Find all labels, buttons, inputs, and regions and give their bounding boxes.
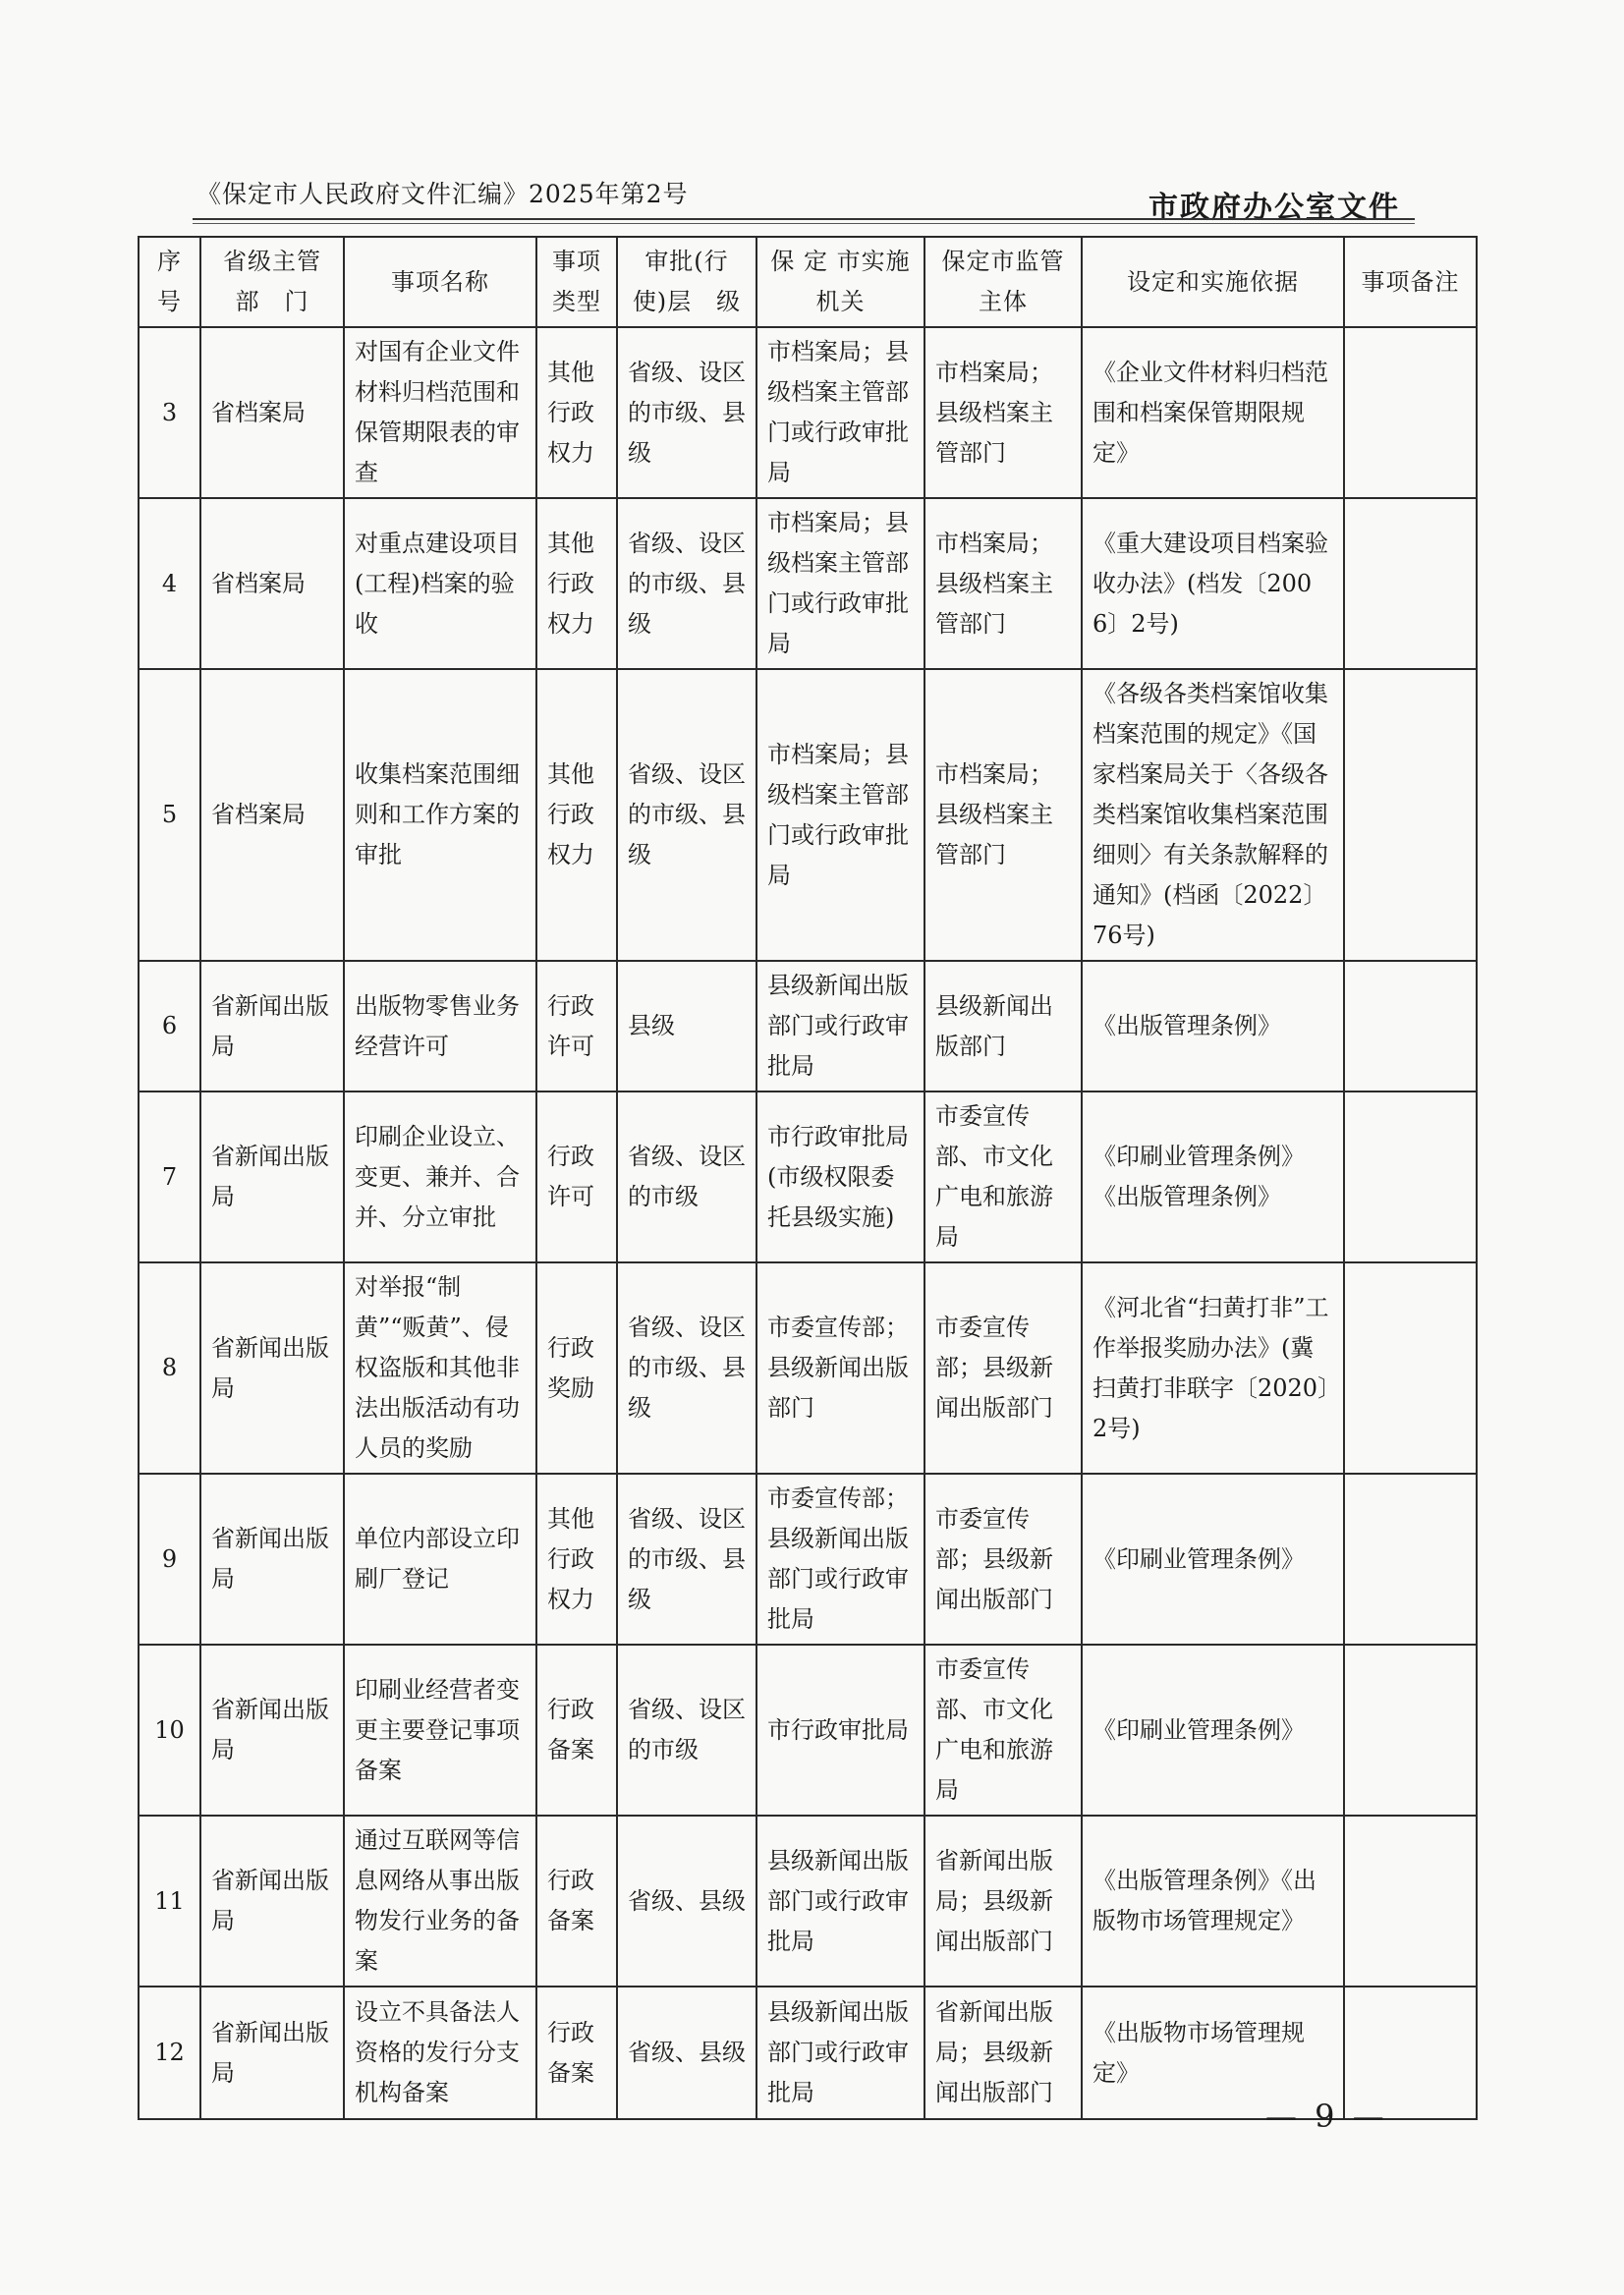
cell-dept: 省档案局 (200, 498, 344, 669)
column-header-dept: 省级主管部 门 (200, 237, 344, 327)
cell-no: 9 (139, 1474, 200, 1645)
cell-remark (1344, 498, 1477, 669)
cell-level: 省级、设区的市级 (617, 1645, 756, 1816)
cell-type: 行政备案 (536, 1987, 617, 2119)
cell-type: 其他行政权力 (536, 327, 617, 498)
cell-remark (1344, 669, 1477, 961)
cell-supervisor: 省新闻出版局；县级新闻出版部门 (924, 1987, 1082, 2119)
cell-name: 印刷业经营者变更主要登记事项备案 (344, 1645, 536, 1816)
cell-remark (1344, 961, 1477, 1092)
cell-dept: 省新闻出版局 (200, 1474, 344, 1645)
cell-basis: 《各级各类档案馆收集档案范围的规定》《国家档案局关于〈各级各类档案馆收集档案范围细则〉有关条款解释的通知》(档函〔2022〕76号) (1082, 669, 1344, 961)
cell-level: 省级、设区的市级 (617, 1092, 756, 1262)
cell-type: 其他行政权力 (536, 498, 617, 669)
cell-type: 行政许可 (536, 1092, 617, 1262)
cell-level: 省级、设区的市级、县级 (617, 327, 756, 498)
cell-agency: 县级新闻出版部门或行政审批局 (756, 961, 924, 1092)
cell-dept: 省新闻出版局 (200, 1645, 344, 1816)
cell-dept: 省新闻出版局 (200, 1262, 344, 1474)
cell-name: 通过互联网等信息网络从事出版物发行业务的备案 (344, 1816, 536, 1987)
cell-remark (1344, 1262, 1477, 1474)
cell-basis: 《印刷业管理条例》《出版管理条例》 (1082, 1092, 1344, 1262)
cell-name: 单位内部设立印刷厂登记 (344, 1474, 536, 1645)
cell-dept: 省新闻出版局 (200, 1092, 344, 1262)
table-row (139, 1816, 1477, 1987)
cell-dept: 省档案局 (200, 327, 344, 498)
cell-no: 5 (139, 669, 200, 961)
cell-name: 收集档案范围细则和工作方案的审批 (344, 669, 536, 961)
cell-basis: 《河北省“扫黄打非”工作举报奖励办法》(冀扫黄打非联字〔2020〕2号) (1082, 1262, 1344, 1474)
cell-agency: 市委宣传部；县级新闻出版部门 (756, 1262, 924, 1474)
cell-remark (1344, 1645, 1477, 1816)
cell-remark (1344, 1816, 1477, 1987)
cell-type: 行政奖励 (536, 1262, 617, 1474)
column-header-remark: 事项备注 (1344, 237, 1477, 327)
cell-basis: 《出版管理条例》《出版物市场管理规定》 (1082, 1816, 1344, 1987)
cell-type: 行政许可 (536, 961, 617, 1092)
cell-basis: 《企业文件材料归档范围和档案保管期限规定》 (1082, 327, 1344, 498)
cell-name: 出版物零售业务经营许可 (344, 961, 536, 1092)
table-row (139, 1262, 1477, 1474)
cell-name: 对重点建设项目(工程)档案的验收 (344, 498, 536, 669)
cell-remark (1344, 327, 1477, 498)
column-header-basis: 设定和实施依据 (1082, 237, 1344, 327)
cell-supervisor: 市委宣传部；县级新闻出版部门 (924, 1262, 1082, 1474)
cell-type: 其他行政权力 (536, 1474, 617, 1645)
cell-no: 7 (139, 1092, 200, 1262)
cell-no: 6 (139, 961, 200, 1092)
cell-name: 对国有企业文件材料归档范围和保管期限表的审查 (344, 327, 536, 498)
cell-basis: 《出版管理条例》 (1082, 961, 1344, 1092)
cell-agency: 市行政审批局 (756, 1645, 924, 1816)
cell-level: 省级、设区的市级、县级 (617, 1474, 756, 1645)
approval-items-table (138, 236, 1478, 2120)
cell-agency: 市档案局；县级档案主管部门或行政审批局 (756, 498, 924, 669)
cell-dept: 省新闻出版局 (200, 1987, 344, 2119)
cell-agency: 市档案局；县级档案主管部门或行政审批局 (756, 327, 924, 498)
document-series-title: 《保定市人民政府文件汇编》2025年第2号 (196, 180, 689, 208)
cell-no: 4 (139, 498, 200, 669)
cell-type: 行政备案 (536, 1645, 617, 1816)
cell-type: 行政备案 (536, 1816, 617, 1987)
cell-supervisor: 市档案局；县级档案主管部门 (924, 327, 1082, 498)
table-row (139, 1645, 1477, 1816)
cell-supervisor: 省新闻出版局；县级新闻出版部门 (924, 1816, 1082, 1987)
cell-name: 印刷企业设立、变更、兼并、合并、分立审批 (344, 1092, 536, 1262)
cell-no: 10 (139, 1645, 200, 1816)
cell-level: 省级、设区的市级、县级 (617, 669, 756, 961)
table-row (139, 1474, 1477, 1645)
cell-supervisor: 市档案局；县级档案主管部门 (924, 498, 1082, 669)
cell-dept: 省新闻出版局 (200, 961, 344, 1092)
cell-supervisor: 县级新闻出版部门 (924, 961, 1082, 1092)
cell-basis: 《印刷业管理条例》 (1082, 1474, 1344, 1645)
table-row (139, 498, 1477, 669)
cell-agency: 县级新闻出版部门或行政审批局 (756, 1987, 924, 2119)
column-header-name: 事项名称 (344, 237, 536, 327)
cell-no: 12 (139, 1987, 200, 2119)
cell-name: 设立不具备法人资格的发行分支机构备案 (344, 1987, 536, 2119)
table-header-row (139, 237, 1477, 327)
cell-dept: 省档案局 (200, 669, 344, 961)
cell-dept: 省新闻出版局 (200, 1816, 344, 1987)
cell-supervisor: 市委宣传部；县级新闻出版部门 (924, 1474, 1082, 1645)
cell-no: 11 (139, 1816, 200, 1987)
cell-agency: 市行政审批局(市级权限委托县级实施) (756, 1092, 924, 1262)
page-number: — 9 — (1265, 2098, 1388, 2135)
cell-basis: 《重大建设项目档案验收办法》(档发〔2006〕2号) (1082, 498, 1344, 669)
cell-supervisor: 市委宣传部、市文化广电和旅游局 (924, 1645, 1082, 1816)
table-row (139, 669, 1477, 961)
cell-supervisor: 市委宣传部、市文化广电和旅游局 (924, 1092, 1082, 1262)
cell-level: 省级、县级 (617, 1987, 756, 2119)
column-header-agency: 保 定 市实施机关 (756, 237, 924, 327)
cell-basis: 《出版物市场管理规定》 (1082, 1987, 1344, 2119)
cell-agency: 县级新闻出版部门或行政审批局 (756, 1816, 924, 1987)
cell-level: 县级 (617, 961, 756, 1092)
cell-level: 省级、设区的市级、县级 (617, 498, 756, 669)
cell-level: 省级、县级 (617, 1816, 756, 1987)
table-row (139, 1092, 1477, 1262)
column-header-no: 序号 (139, 237, 200, 327)
cell-remark (1344, 1474, 1477, 1645)
column-header-level: 审批(行使)层 级 (617, 237, 756, 327)
section-title: 市政府办公室文件 (1148, 191, 1400, 225)
cell-basis: 《印刷业管理条例》 (1082, 1645, 1344, 1816)
header-divider (193, 218, 1415, 220)
cell-supervisor: 市档案局；县级档案主管部门 (924, 669, 1082, 961)
cell-level: 省级、设区的市级、县级 (617, 1262, 756, 1474)
cell-no: 8 (139, 1262, 200, 1474)
table-row (139, 327, 1477, 498)
table-row (139, 961, 1477, 1092)
header-divider-thin (193, 223, 1415, 224)
column-header-type: 事项类型 (536, 237, 617, 327)
column-header-supervisor: 保定市监管主体 (924, 237, 1082, 327)
cell-remark (1344, 1092, 1477, 1262)
cell-type: 其他行政权力 (536, 669, 617, 961)
cell-agency: 市档案局；县级档案主管部门或行政审批局 (756, 669, 924, 961)
cell-agency: 市委宣传部；县级新闻出版部门或行政审批局 (756, 1474, 924, 1645)
cell-name: 对举报“制黄”“贩黄”、侵权盗版和其他非法出版活动有功人员的奖励 (344, 1262, 536, 1474)
cell-no: 3 (139, 327, 200, 498)
